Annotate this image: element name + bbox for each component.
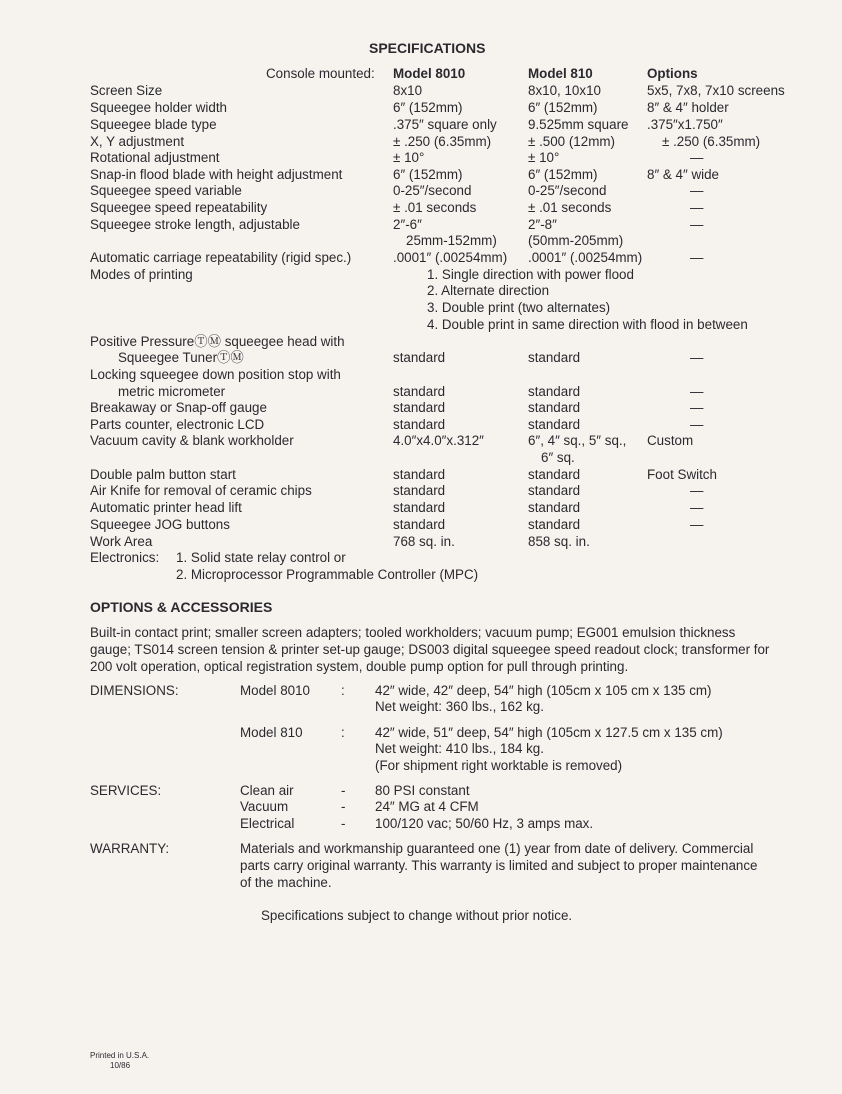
spec-value-8010: standard bbox=[393, 483, 446, 498]
spec-value-options: — bbox=[690, 400, 704, 415]
console-mounted-label: Console mounted: bbox=[266, 66, 375, 81]
spec-value-8010: 8x10 bbox=[393, 83, 423, 98]
stroke-metric-810: (50mm-205mm) bbox=[528, 233, 624, 248]
dimensions-value: Net weight: 360 lbs., 162 kg. bbox=[375, 699, 544, 714]
spec-label: Screen Size bbox=[90, 83, 163, 98]
spec-value-810: ± .01 seconds bbox=[528, 200, 612, 215]
spec-label: Automatic carriage repeatability (rigid spec.) bbox=[90, 250, 352, 265]
service-value: 80 PSI constant bbox=[375, 783, 470, 798]
spec-value-810: standard bbox=[528, 384, 581, 399]
electronics-item: 1. Solid state relay control or bbox=[176, 550, 346, 565]
dimensions-value: 42″ wide, 51″ deep, 54″ high (105cm x 127.5 cm x 135 cm) bbox=[375, 725, 723, 740]
spec-value-8010: standard bbox=[393, 500, 446, 515]
spec-label: Positive PressureⓉⓂ squeegee head with bbox=[90, 334, 345, 349]
change-notice: Specifications subject to change without prior notice. bbox=[261, 908, 573, 923]
dimensions-value: (For shipment right worktable is removed) bbox=[375, 758, 623, 773]
spec-value-810: standard bbox=[528, 483, 581, 498]
spec-value-810: 9.525mm square bbox=[528, 117, 629, 132]
spec-value-810: standard bbox=[528, 467, 581, 482]
spec-value-8010: standard bbox=[393, 384, 446, 399]
spec-value-810: ± .500 (12mm) bbox=[528, 134, 615, 149]
mode-item: 2. Alternate direction bbox=[427, 283, 550, 298]
dimensions-model-label: Model 810 bbox=[240, 725, 303, 740]
spec-value-8010: 2″-6″ bbox=[393, 217, 422, 232]
dimensions-value: Net weight: 410 lbs., 184 kg. bbox=[375, 741, 544, 756]
spec-value-8010: 4.0″x4.0″x.312″ bbox=[393, 433, 484, 448]
service-name: Vacuum bbox=[240, 799, 289, 814]
spec-value-options: — bbox=[690, 350, 704, 365]
spec-value-8010: 6″ (152mm) bbox=[393, 100, 463, 115]
options-heading: OPTIONS & ACCESSORIES bbox=[90, 599, 273, 615]
spec-label: Squeegee holder width bbox=[90, 100, 227, 115]
spec-value-options: ± .250 (6.35mm) bbox=[662, 134, 761, 149]
printed-in-label: Printed in U.S.A. bbox=[90, 1051, 150, 1060]
spec-value-8010: 6″ (152mm) bbox=[393, 167, 463, 182]
spec-label: Rotational adjustment bbox=[90, 150, 220, 165]
spec-value-options: — bbox=[690, 217, 704, 232]
mode-item: 4. Double print in same direction with flood in between bbox=[427, 317, 748, 332]
spec-label: Breakaway or Snap-off gauge bbox=[90, 400, 267, 415]
dimensions-model-label: Model 8010 bbox=[240, 683, 310, 698]
spec-value-810: ± 10° bbox=[528, 150, 560, 165]
spec-label: Squeegee stroke length, adjustable bbox=[90, 217, 300, 232]
spec-value-options: — bbox=[690, 483, 704, 498]
spec-value-810: 0-25″/second bbox=[528, 183, 607, 198]
spec-value-810: 8x10, 10x10 bbox=[528, 83, 601, 98]
spec-label: Squeegee speed repeatability bbox=[90, 200, 268, 215]
spec-value-8010: ± .01 seconds bbox=[393, 200, 477, 215]
spec-value-8010: standard bbox=[393, 417, 446, 432]
spec-value-810: standard bbox=[528, 350, 581, 365]
spec-value-810: 858 sq. in. bbox=[528, 534, 590, 549]
mode-item: 3. Double print (two alternates) bbox=[427, 300, 611, 315]
electronics-label: Electronics: bbox=[90, 550, 160, 565]
spec-value-810: .0001″ (.00254mm) bbox=[528, 250, 643, 265]
dimensions-label: DIMENSIONS: bbox=[90, 683, 179, 698]
spec-label: Work Area bbox=[90, 534, 153, 549]
warranty-text: Materials and workmanship guaranteed one (1) year from date of delivery. Commercial parts carry original warranty. This warranty is limited and subject to proper maintenance of the machine. bbox=[240, 841, 758, 890]
service-name: Clean air bbox=[240, 783, 294, 798]
spec-value-8010: 768 sq. in. bbox=[393, 534, 455, 549]
spec-value-options: 8″ & 4″ holder bbox=[647, 100, 729, 115]
electronics-item: 2. Microprocessor Programmable Controller (MPC) bbox=[176, 567, 479, 582]
spec-value-options: 5x5, 7x8, 7x10 screens bbox=[647, 83, 785, 98]
dimensions-separator: : bbox=[341, 725, 345, 740]
options-text: Built-in contact print; smaller screen adapters; tooled workholders; vacuum pump; EG001 emulsion thickness gauge; TS014 screen tension & printer set-up gauge; DS003 digital squeegee speed readout clock; transformer for 200 volt operation, optical registration system, double pump option for pull through printing. bbox=[90, 625, 770, 674]
spec-label: Squeegee speed variable bbox=[90, 183, 242, 198]
service-dash: - bbox=[341, 799, 346, 814]
spec-value-810: 6″ sq. bbox=[541, 450, 575, 465]
spec-value-8010: 0-25″/second bbox=[393, 183, 472, 198]
spec-value-8010: standard bbox=[393, 517, 446, 532]
spec-label: Squeegee TunerⓉⓂ bbox=[118, 350, 244, 365]
service-value: 24″ MG at 4 CFM bbox=[375, 799, 479, 814]
spec-label: Parts counter, electronic LCD bbox=[90, 417, 265, 432]
spec-label: Air Knife for removal of ceramic chips bbox=[90, 483, 312, 498]
spec-value-810: standard bbox=[528, 517, 581, 532]
column-header-model-810: Model 810 bbox=[528, 66, 593, 81]
stroke-metric-8010: 25mm-152mm) bbox=[406, 233, 497, 248]
spec-label: X, Y adjustment bbox=[90, 134, 185, 149]
spec-value-options: — bbox=[690, 183, 704, 198]
page-title: SPECIFICATIONS bbox=[369, 40, 486, 56]
spec-value-options: Custom bbox=[647, 433, 694, 448]
spec-value-8010: standard bbox=[393, 350, 446, 365]
spec-value-810: 6″ (152mm) bbox=[528, 100, 598, 115]
spec-label: Automatic printer head lift bbox=[90, 500, 242, 515]
dimensions-value: 42″ wide, 42″ deep, 54″ high (105cm x 105 cm x 135 cm) bbox=[375, 683, 712, 698]
spec-value-8010: ± .250 (6.35mm) bbox=[393, 134, 492, 149]
spec-value-options: — bbox=[690, 384, 704, 399]
spec-label: Double palm button start bbox=[90, 467, 236, 482]
spec-value-810: standard bbox=[528, 417, 581, 432]
spec-value-options: — bbox=[690, 500, 704, 515]
spec-value-8010: ± 10° bbox=[393, 150, 425, 165]
spec-value-options: — bbox=[690, 250, 704, 265]
service-dash: - bbox=[341, 783, 346, 798]
spec-value-options: — bbox=[690, 517, 704, 532]
spec-label: Modes of printing bbox=[90, 267, 193, 282]
spec-value-options: — bbox=[690, 417, 704, 432]
service-value: 100/120 vac; 50/60 Hz, 3 amps max. bbox=[375, 816, 594, 831]
spec-value-810: standard bbox=[528, 400, 581, 415]
spec-value-8010: .0001″ (.00254mm) bbox=[393, 250, 508, 265]
service-name: Electrical bbox=[240, 816, 295, 831]
spec-label: Squeegee JOG buttons bbox=[90, 517, 230, 532]
spec-label: metric micrometer bbox=[118, 384, 226, 399]
print-date: 10/86 bbox=[110, 1061, 131, 1070]
spec-value-options: .375″x1.750″ bbox=[647, 117, 723, 132]
column-header-model-8010: Model 8010 bbox=[393, 66, 466, 81]
spec-value-810: 6″, 4″ sq., 5″ sq., bbox=[528, 433, 627, 448]
dimensions-separator: : bbox=[341, 683, 345, 698]
spec-value-810: 2″-8″ bbox=[528, 217, 557, 232]
services-label: SERVICES: bbox=[90, 783, 162, 798]
spec-value-810: standard bbox=[528, 500, 581, 515]
spec-value-810: 6″ (152mm) bbox=[528, 167, 598, 182]
spec-value-8010: .375″ square only bbox=[393, 117, 497, 132]
spec-value-options: — bbox=[690, 200, 704, 215]
mode-item: 1. Single direction with power flood bbox=[427, 267, 634, 282]
spec-value-options: Foot Switch bbox=[647, 467, 717, 482]
spec-value-options: 8″ & 4″ wide bbox=[647, 167, 720, 182]
spec-label: Snap-in flood blade with height adjustment bbox=[90, 167, 343, 182]
spec-label: Vacuum cavity & blank workholder bbox=[90, 433, 294, 448]
spec-value-options: — bbox=[690, 150, 704, 165]
spec-value-8010: standard bbox=[393, 400, 446, 415]
column-header-options: Options bbox=[647, 66, 698, 81]
spec-value-8010: standard bbox=[393, 467, 446, 482]
spec-label: Locking squeegee down position stop with bbox=[90, 367, 341, 382]
warranty-label: WARRANTY: bbox=[90, 841, 170, 856]
spec-label: Squeegee blade type bbox=[90, 117, 217, 132]
service-dash: - bbox=[341, 816, 346, 831]
